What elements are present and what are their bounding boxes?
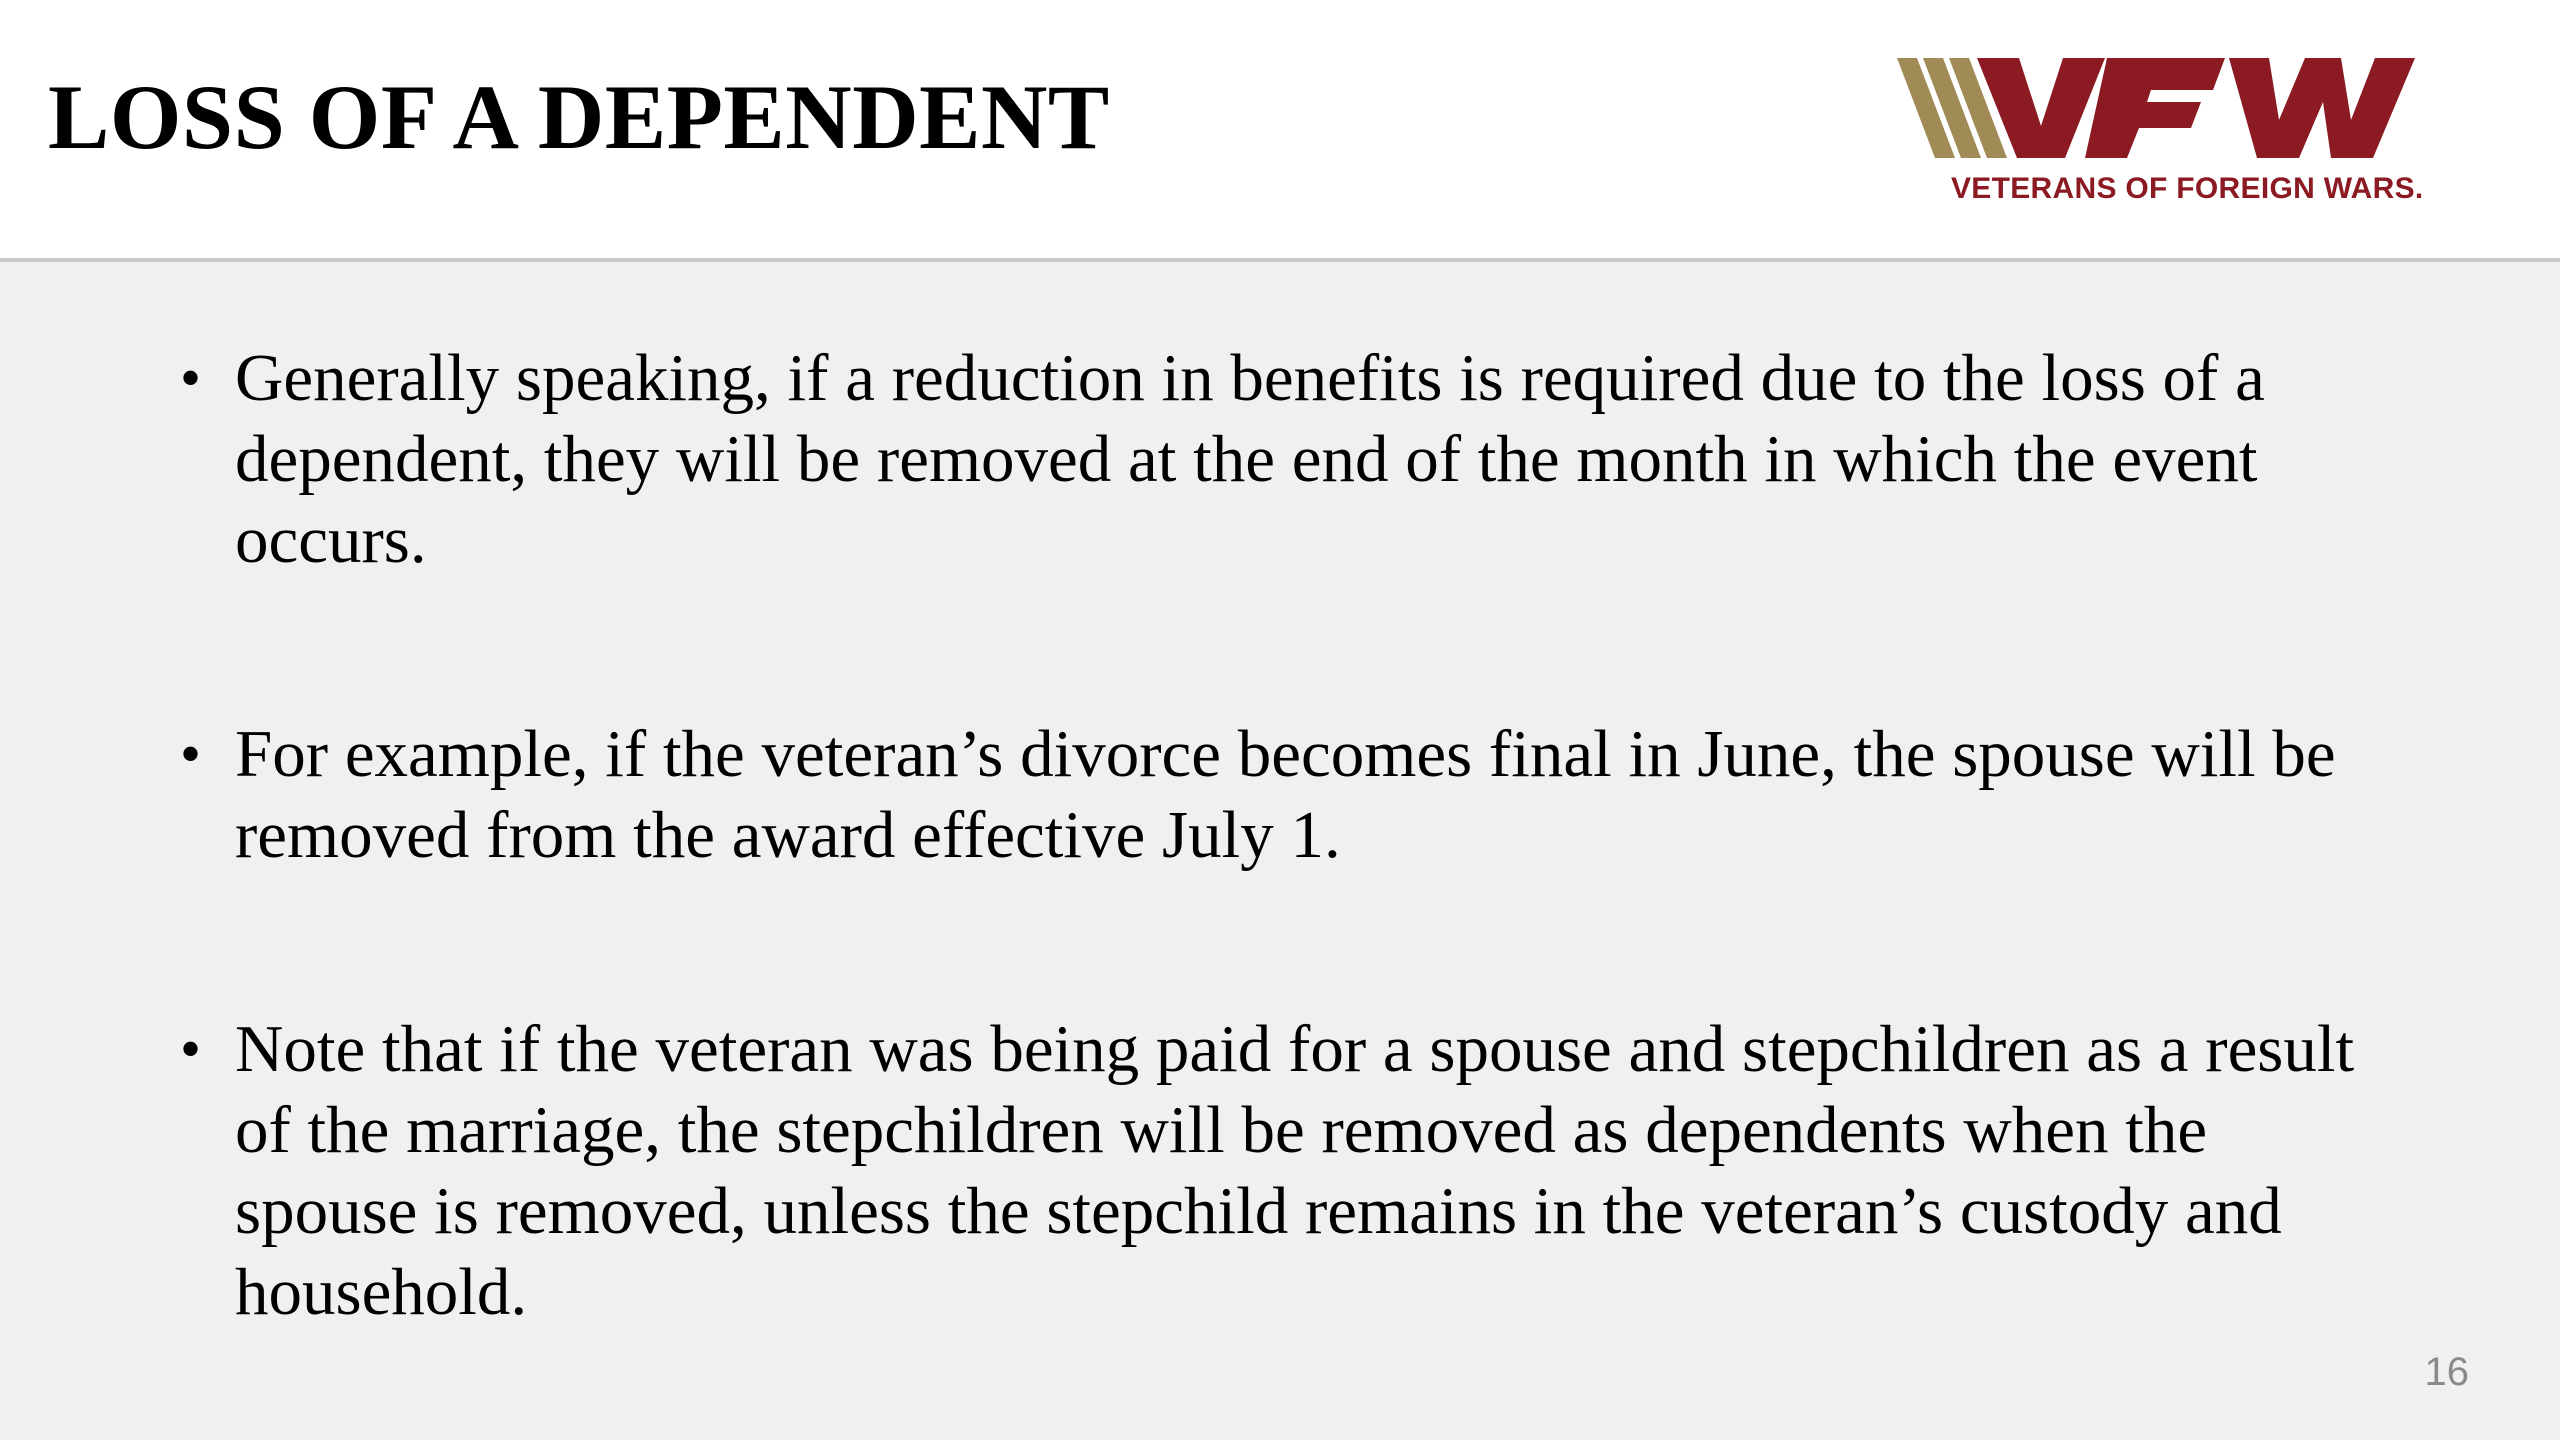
vfw-logo-mark — [1895, 54, 2455, 164]
bullet-item — [180, 714, 2380, 876]
bullet-item — [180, 1009, 2380, 1333]
slide-title: LOSS OF A DEPENDENT — [48, 66, 1110, 168]
bullet-list — [180, 338, 2380, 1333]
bullet-marker: • — [180, 721, 202, 787]
bullet-item — [180, 338, 2380, 581]
page-number: 16 — [2424, 1350, 2469, 1394]
bullet-text: Generally speaking, if a reduction in benefits is required due to the loss of a dependent, they will be removed at the end of the month in which the event occurs. — [235, 341, 2265, 577]
vfw-logo — [1895, 54, 2455, 214]
bullet-text: For example, if the veteran’s divorce becomes final in June, the spouse will be removed from the award effective July 1. — [235, 717, 2336, 872]
bullet-marker: • — [180, 1016, 202, 1082]
slide-header — [0, 0, 2560, 262]
bullet-text: Note that if the veteran was being paid for a spouse and stepchildren as a result of the marriage, the stepchildren will be removed as dependents when the spouse is removed, unless the stepchild remains in the veteran’s custody and household. — [235, 1012, 2355, 1329]
vfw-logo-tagline: VETERANS OF FOREIGN WARS. — [1951, 172, 2424, 205]
bullet-marker: • — [180, 345, 202, 411]
